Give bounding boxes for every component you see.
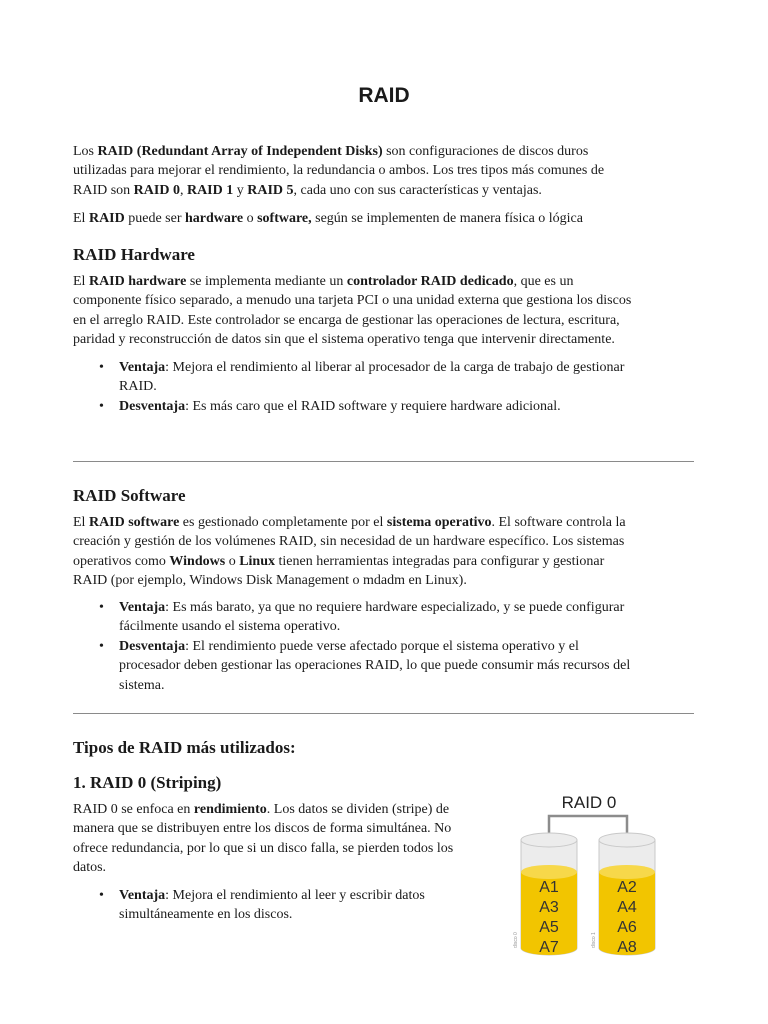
text: según se implementen de manera física o lógica — [311, 211, 583, 226]
raid0-diagram-svg — [505, 788, 665, 973]
text: y — [233, 182, 248, 198]
list-item — [73, 637, 695, 695]
raid-hardware-term: RAID hardware — [88, 274, 187, 289]
diagram-title: RAID 0 — [561, 793, 617, 812]
text: son configuraciones de discos duros — [382, 144, 589, 159]
raid0-heading: 1. RAID 0 (Striping) — [73, 773, 222, 792]
raid5-term: RAID 5 — [247, 182, 294, 198]
block-label: A5 — [539, 919, 559, 936]
raid0-diagram — [505, 788, 665, 973]
intro-paragraph-2 — [73, 209, 695, 228]
block-label: A7 — [539, 939, 559, 956]
text: : Es más caro que el RAID software y requiere hardware adicional. — [185, 398, 561, 414]
bullet-dot: • — [99, 600, 104, 615]
text: se implementa mediante un — [186, 274, 347, 289]
text: : El rendimiento puede verse afectado porque el sistema operativo y el — [185, 638, 579, 654]
hardware-heading: RAID Hardware — [73, 245, 195, 264]
text: : Es más barato, ya que no requiere hardware especializado, y se puede configurar — [165, 600, 625, 615]
linux-term: Linux — [239, 553, 276, 569]
disk-1-top — [599, 833, 655, 847]
types-heading: Tipos de RAID más utilizados: — [73, 738, 296, 757]
advantage-label: Ventaja — [119, 600, 166, 615]
hardware-term: hardware — [185, 211, 244, 226]
block-label: A2 — [617, 879, 637, 896]
text: en el arreglo RAID. Este controlador se encarga de gestionar las operaciones de lectura, escritura, — [73, 312, 620, 328]
text: . El software controla la — [491, 515, 626, 530]
disadvantage-label: Desventaja — [119, 398, 186, 414]
raid0-paragraph — [73, 800, 503, 878]
disk-0-top — [521, 833, 577, 847]
text: El — [73, 211, 89, 226]
bullet-dot: • — [99, 638, 104, 654]
disk-0 — [513, 833, 577, 956]
text: ofrece redundancia, por lo que si un disco falla, se pierden todos los — [73, 840, 454, 856]
text: : Mejora el rendimiento al leer y escribir datos — [165, 888, 425, 903]
text: Los — [73, 144, 98, 159]
text: es gestionado completamente por el — [179, 515, 387, 530]
text: sistema. — [119, 677, 165, 693]
text: : Mejora el rendimiento al liberar al procesador de la carga de trabajo de gestionar — [165, 360, 625, 375]
raid0-term: RAID 0 — [133, 182, 180, 198]
text: El — [73, 515, 89, 530]
text: paridad y reconstrucción de datos sin que el sistema operativo tenga que intervenir directamente. — [73, 332, 615, 348]
text: componente físico separado, a menudo una tarjeta PCI o una unidad externa que gestiona los discos — [73, 293, 632, 309]
text: El — [73, 274, 89, 289]
divider — [73, 461, 694, 462]
block-label: A4 — [617, 899, 637, 916]
text: puede ser — [124, 211, 185, 226]
raid1-term: RAID 1 — [186, 182, 234, 198]
list-item — [73, 598, 695, 637]
text: o — [225, 553, 240, 569]
text: , que es un — [513, 274, 574, 289]
text: . Los datos se dividen (stripe) de — [266, 802, 450, 817]
block-label: A6 — [617, 919, 637, 936]
os-term: sistema operativo — [386, 515, 492, 530]
disk-1 — [591, 833, 655, 956]
raid-software-term: RAID software — [88, 515, 180, 530]
text: o — [243, 211, 258, 226]
text: creación y gestión de los volúmenes RAID, sin necesidad de un hardware específico. Los sistemas — [73, 534, 625, 550]
text: RAID (por ejemplo, Windows Disk Management o mdadm en Linux). — [73, 573, 467, 589]
software-paragraph — [73, 513, 695, 591]
text: , cada uno con sus características y ventajas. — [293, 182, 542, 198]
disk-0-data-top — [521, 865, 577, 879]
advantage-label: Ventaja — [119, 360, 166, 375]
windows-term: Windows — [169, 553, 226, 569]
text: RAID son — [73, 182, 134, 198]
software-bullet-list — [73, 598, 695, 695]
text: RAID. — [119, 379, 157, 395]
divider — [73, 713, 694, 714]
text: , — [179, 182, 187, 198]
disk-1-label: disco 1 — [591, 932, 597, 948]
text: fácilmente usando el sistema operativo. — [119, 619, 341, 635]
raid-definition: RAID (Redundant Array of Independent Disks) — [97, 144, 383, 159]
text: RAID 0 se enfoca en — [73, 802, 194, 817]
list-item — [73, 358, 695, 397]
bullet-dot: • — [99, 888, 104, 903]
page-title: RAID — [358, 84, 410, 107]
raid0-bullet-list — [73, 886, 503, 925]
block-label: A1 — [539, 879, 559, 896]
text: utilizadas para mejorar el rendimiento, la redundancia o ambos. Los tres tipos más comunes de — [73, 163, 605, 179]
controller-term: controlador RAID dedicado — [346, 274, 514, 289]
performance-term: rendimiento — [193, 802, 267, 817]
intro-paragraph — [73, 142, 695, 200]
text: tienen herramientas integradas para configurar y gestionar — [275, 553, 605, 569]
disk-0-label: disco 0 — [513, 932, 519, 948]
disk-1-data-top — [599, 865, 655, 879]
text: simultáneamente en los discos. — [119, 907, 293, 923]
block-label: A3 — [539, 899, 559, 916]
software-term: software, — [257, 211, 312, 226]
software-heading: RAID Software — [73, 486, 186, 505]
block-label: A8 — [617, 939, 637, 956]
list-item — [73, 886, 503, 925]
raid-term: RAID — [88, 211, 125, 226]
hardware-bullet-list — [73, 358, 695, 416]
text: manera que se distribuyen entre los discos de forma simultánea. No — [73, 821, 452, 837]
text: procesador deben gestionar las operaciones RAID, lo que puede consumir más recursos del — [119, 658, 631, 674]
advantage-label: Ventaja — [119, 888, 166, 903]
bullet-dot: • — [99, 360, 104, 375]
text: operativos como — [73, 553, 170, 569]
hardware-paragraph — [73, 272, 695, 350]
disadvantage-label: Desventaja — [119, 638, 186, 654]
list-item — [73, 397, 695, 416]
text: datos. — [73, 860, 107, 876]
bullet-dot: • — [99, 398, 104, 414]
